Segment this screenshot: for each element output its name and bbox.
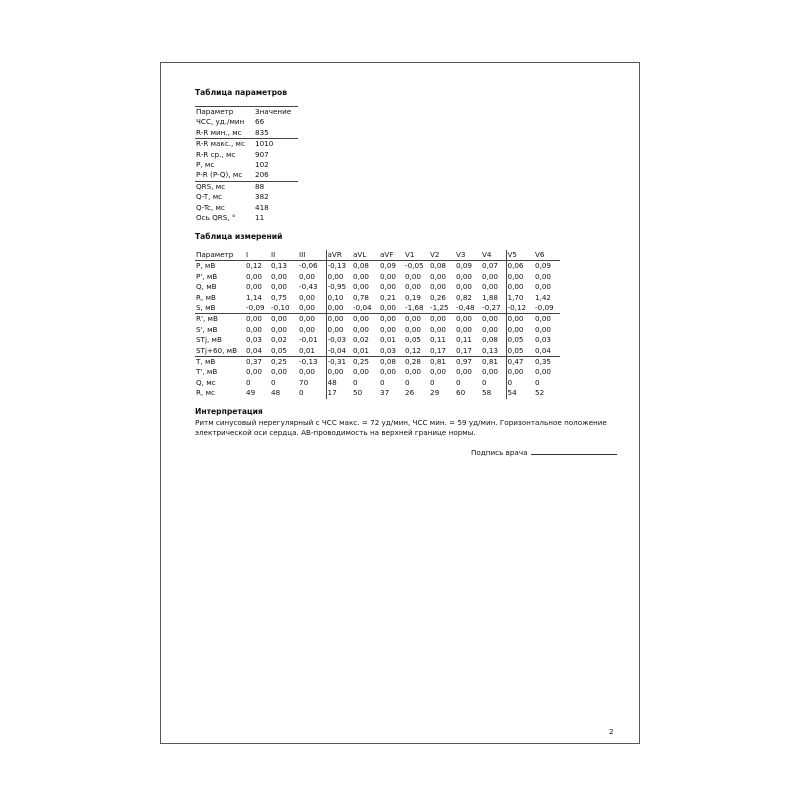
meas-value-cell: -0,10: [270, 303, 298, 314]
interpretation-text: Ритм синусовый нерегулярный с ЧСС макс. = 72 уд/мин, ЧСС мин. = 59 уд/мин. Горизонтальное положение электрической оси сердца. АВ-проводимость на верхней границе нормы.: [195, 418, 607, 438]
meas-header-cell: III: [298, 250, 326, 261]
param-name-cell: Q-Tc, мс: [196, 202, 225, 212]
meas-value-cell: -0,09: [534, 303, 560, 314]
meas-value-cell: 0,11: [456, 335, 473, 345]
meas-value-cell: 0,00: [430, 324, 447, 334]
meas-value-cell: 0,00: [482, 367, 499, 377]
meas-value-cell: 0,00: [456, 324, 473, 334]
meas-value-cell: 0,08: [482, 335, 499, 345]
meas-value-cell: 0,05: [506, 346, 534, 357]
meas-value-cell: 0,00: [405, 314, 422, 324]
meas-value-cell: 0,00: [326, 272, 352, 282]
param-name-cell: QRS, мс: [196, 181, 226, 191]
meas-value-cell: 0,17: [455, 346, 481, 357]
meas-value-cell: 0,02: [271, 335, 288, 345]
params-row: [195, 128, 298, 139]
meas-param-cell: Q, мВ: [196, 282, 217, 292]
meas-value-cell: 0,00: [506, 367, 534, 377]
meas-value-cell: 0,05: [405, 335, 422, 345]
params-row: [195, 203, 298, 213]
meas-value-cell: 0,10: [326, 293, 352, 303]
meas-value-cell: 0,00: [456, 282, 473, 292]
meas-value-cell: 0,00: [482, 314, 499, 324]
meas-value-cell: -0,95: [326, 282, 352, 292]
param-name-cell: ЧСС, уд./мин: [196, 117, 245, 127]
meas-param-cell: STj+60, мВ: [195, 346, 245, 357]
meas-value-cell: 0,00: [380, 324, 397, 334]
meas-row: [195, 367, 560, 377]
meas-value-cell: 0,00: [246, 282, 263, 292]
meas-value-cell: 0,00: [299, 314, 316, 324]
meas-value-cell: 0: [405, 377, 410, 387]
meas-value-cell: 0,00: [380, 271, 397, 281]
meas-value-cell: 0,00: [326, 314, 352, 325]
meas-value-cell: 0,00: [430, 314, 447, 324]
meas-value-cell: 0,00: [456, 367, 473, 377]
param-value-cell: 1010: [255, 139, 274, 149]
meas-value-cell: 0,00: [246, 367, 263, 377]
meas-value-cell: 48: [326, 378, 352, 388]
meas-value-cell: 50: [353, 388, 363, 398]
page-number: 2: [609, 727, 614, 736]
meas-header-cell: aVR: [326, 250, 352, 261]
meas-value-cell: 52: [535, 388, 545, 398]
meas-row: [195, 335, 560, 345]
meas-value-cell: 0,00: [298, 303, 326, 314]
meas-value-cell: 0,01: [352, 346, 379, 357]
meas-value-cell: 0,81: [482, 357, 499, 367]
meas-value-cell: 0,00: [535, 324, 552, 334]
meas-header-cell: I: [245, 250, 270, 261]
meas-value-cell: 0: [535, 377, 540, 387]
meas-value-cell: 0,00: [430, 367, 447, 377]
meas-value-cell: 0,28: [405, 357, 422, 367]
params-table-title: Таблица параметров: [195, 88, 288, 97]
meas-header-cell: V6: [534, 250, 560, 261]
meas-value-cell: -0,43: [299, 282, 318, 292]
meas-param-cell: R, мВ: [196, 292, 216, 302]
meas-value-cell: 0,12: [404, 346, 429, 357]
meas-row: [195, 357, 560, 368]
meas-value-cell: 0,00: [405, 282, 422, 292]
meas-value-cell: 0,00: [271, 324, 288, 334]
meas-value-cell: 0,25: [353, 357, 370, 367]
meas-param-cell: Q, мс: [196, 377, 216, 387]
meas-param-cell: R, мс: [196, 388, 215, 398]
meas-value-cell: 0,00: [299, 324, 316, 334]
meas-value-cell: -0,31: [326, 357, 352, 368]
meas-value-cell: 0,00: [299, 367, 316, 377]
param-name-cell: Ось QRS, °: [196, 213, 236, 223]
signature-line: [531, 447, 617, 455]
meas-value-cell: 1,14: [246, 292, 263, 302]
param-name-cell: Параметр: [195, 107, 254, 118]
param-value-cell: 907: [255, 149, 269, 159]
meas-value-cell: 0,00: [535, 271, 552, 281]
meas-table-title: Таблица измерений: [195, 232, 283, 241]
meas-param-cell: T, мВ: [196, 357, 216, 367]
meas-value-cell: 0,00: [379, 303, 404, 314]
param-value-cell: Значение: [254, 107, 298, 118]
param-name-cell: R-R мин., мс: [195, 128, 254, 139]
meas-value-cell: 0,00: [246, 271, 263, 281]
meas-value-cell: 0,09: [380, 261, 397, 271]
meas-value-cell: 48: [271, 388, 281, 398]
meas-value-cell: 0,00: [380, 282, 397, 292]
meas-value-cell: 0,04: [534, 346, 560, 357]
meas-value-cell: 0,09: [456, 261, 473, 271]
params-row: [195, 181, 298, 192]
meas-value-cell: 0,08: [380, 357, 397, 367]
meas-value-cell: 54: [506, 388, 534, 398]
meas-value-cell: 0,82: [456, 292, 473, 302]
meas-value-cell: 0,00: [506, 282, 534, 292]
meas-value-cell: 0,00: [326, 367, 352, 377]
params-row: [195, 213, 298, 223]
meas-header-row: [195, 250, 560, 261]
meas-value-cell: 0,06: [506, 261, 534, 272]
param-value-cell: 102: [255, 160, 269, 170]
meas-row: [195, 378, 560, 388]
meas-value-cell: 0,21: [380, 292, 397, 302]
param-value-cell: 11: [255, 213, 265, 223]
params-row: [195, 160, 298, 170]
meas-value-cell: 1,88: [482, 292, 499, 302]
meas-value-cell: 0,01: [298, 346, 326, 357]
meas-value-cell: 0,04: [245, 346, 270, 357]
meas-row: [195, 303, 560, 314]
document-page: [160, 62, 640, 744]
measurements-table: [195, 250, 560, 399]
meas-value-cell: -0,06: [299, 261, 318, 271]
meas-value-cell: 0,37: [246, 357, 263, 367]
param-value-cell: 206: [254, 170, 298, 181]
meas-value-cell: 0,00: [535, 314, 552, 324]
param-name-cell: R-R макс., мс: [196, 139, 245, 149]
param-value-cell: 66: [255, 117, 265, 127]
meas-row: [195, 388, 560, 398]
params-row: [195, 139, 298, 150]
params-row: [195, 117, 298, 127]
meas-value-cell: 70: [299, 377, 309, 387]
meas-value-cell: 0,00: [246, 324, 263, 334]
meas-value-cell: 0,00: [482, 324, 499, 334]
meas-value-cell: 37: [380, 388, 390, 398]
meas-value-cell: 0,78: [353, 292, 370, 302]
meas-value-cell: 0,97: [456, 357, 473, 367]
meas-value-cell: 0,00: [405, 367, 422, 377]
meas-value-cell: 0,09: [535, 261, 552, 271]
meas-value-cell: 0,05: [270, 346, 298, 357]
meas-value-cell: 0,47: [506, 357, 534, 368]
meas-value-cell: 0,00: [506, 314, 534, 325]
meas-value-cell: 0,13: [271, 261, 288, 271]
meas-value-cell: 0,05: [506, 335, 534, 345]
params-row: [195, 170, 298, 181]
meas-value-cell: 0,11: [430, 335, 447, 345]
meas-value-cell: 0: [353, 377, 358, 387]
meas-value-cell: 0: [506, 378, 534, 388]
meas-value-cell: -0,48: [455, 303, 481, 314]
meas-header-cell: aVL: [352, 250, 379, 261]
signature-block: [471, 447, 617, 457]
meas-row: [195, 272, 560, 282]
meas-value-cell: 0,13: [481, 346, 506, 357]
meas-value-cell: -1,68: [404, 303, 429, 314]
meas-row: [195, 293, 560, 303]
meas-row: [195, 346, 560, 357]
meas-value-cell: -0,04: [326, 346, 352, 357]
meas-value-cell: 0,12: [246, 261, 263, 271]
meas-value-cell: 0,00: [535, 367, 552, 377]
meas-value-cell: -0,09: [245, 303, 270, 314]
meas-value-cell: 0,07: [482, 261, 499, 271]
meas-value-cell: 0,00: [380, 314, 397, 324]
meas-value-cell: -0,27: [481, 303, 506, 314]
meas-value-cell: 0,00: [456, 314, 473, 324]
meas-param-cell: S', мВ: [196, 324, 218, 334]
meas-value-cell: 0,00: [506, 272, 534, 282]
meas-value-cell: 0,00: [535, 282, 552, 292]
meas-value-cell: 0,00: [299, 271, 316, 281]
meas-value-cell: -0,03: [326, 335, 352, 345]
meas-value-cell: 0,00: [506, 325, 534, 335]
meas-header-cell: Параметр: [195, 250, 245, 261]
meas-value-cell: 0,19: [405, 292, 422, 302]
meas-value-cell: 1,70: [506, 293, 534, 303]
meas-row: [195, 325, 560, 335]
param-value-cell: 382: [255, 192, 269, 202]
param-name-cell: P, мс: [196, 160, 215, 170]
param-name-cell: P-R (P-Q), мс: [195, 170, 254, 181]
param-value-cell: 418: [255, 202, 269, 212]
meas-value-cell: 0,02: [353, 335, 370, 345]
meas-value-cell: 0,00: [482, 271, 499, 281]
meas-header-cell: V4: [481, 250, 506, 261]
meas-value-cell: -0,05: [405, 261, 424, 271]
meas-param-cell: S, мВ: [195, 303, 245, 314]
meas-value-cell: 0: [430, 377, 435, 387]
meas-value-cell: 0: [299, 388, 304, 398]
meas-value-cell: 26: [405, 388, 415, 398]
meas-row: [195, 314, 560, 325]
meas-row: [195, 282, 560, 292]
param-name-cell: Q-T, мс: [196, 192, 223, 202]
meas-value-cell: 0,00: [405, 271, 422, 281]
meas-value-cell: 0: [482, 377, 487, 387]
meas-param-cell: T', мВ: [196, 367, 218, 377]
meas-value-cell: 0,00: [326, 303, 352, 314]
interpretation-title: Интерпретация: [195, 407, 263, 416]
meas-value-cell: 0,00: [405, 324, 422, 334]
meas-value-cell: 29: [430, 388, 440, 398]
meas-value-cell: 0,00: [246, 314, 263, 324]
meas-header-cell: V3: [455, 250, 481, 261]
meas-value-cell: -0,12: [506, 303, 534, 314]
meas-value-cell: 0,08: [353, 261, 370, 271]
meas-value-cell: 0,25: [271, 357, 288, 367]
param-value-cell: 835: [254, 128, 298, 139]
meas-param-cell: R', мВ: [196, 314, 218, 324]
meas-value-cell: 0,00: [430, 271, 447, 281]
meas-header-cell: V5: [506, 250, 534, 261]
meas-value-cell: 0,03: [379, 346, 404, 357]
meas-value-cell: 1,42: [535, 292, 552, 302]
meas-value-cell: 0,00: [353, 314, 370, 324]
meas-row: [195, 261, 560, 272]
meas-value-cell: 0,75: [271, 292, 288, 302]
meas-param-cell: STj, мВ: [196, 335, 222, 345]
meas-value-cell: 0,00: [430, 282, 447, 292]
meas-value-cell: -0,13: [299, 357, 318, 367]
meas-header-cell: aVF: [379, 250, 404, 261]
meas-value-cell: 0,00: [326, 325, 352, 335]
meas-value-cell: 0,08: [430, 261, 447, 271]
meas-value-cell: 0: [456, 377, 461, 387]
params-row: [195, 192, 298, 202]
meas-value-cell: 49: [246, 388, 256, 398]
meas-value-cell: 0,00: [299, 292, 316, 302]
meas-value-cell: 0,03: [535, 335, 552, 345]
params-table: [195, 106, 298, 223]
meas-value-cell: 0,00: [456, 271, 473, 281]
meas-value-cell: 0,00: [271, 271, 288, 281]
meas-value-cell: 58: [482, 388, 492, 398]
meas-value-cell: -1,25: [429, 303, 455, 314]
meas-value-cell: 0,00: [353, 282, 370, 292]
meas-value-cell: 0,03: [246, 335, 263, 345]
meas-value-cell: 60: [456, 388, 466, 398]
meas-value-cell: -0,01: [299, 335, 318, 345]
param-name-cell: R-R ср., мс: [196, 149, 236, 159]
meas-header-cell: V2: [429, 250, 455, 261]
meas-value-cell: 0,00: [353, 367, 370, 377]
meas-param-cell: P', мВ: [196, 271, 218, 281]
meas-value-cell: 0,00: [271, 314, 288, 324]
params-row: [195, 150, 298, 160]
meas-value-cell: 0: [271, 377, 276, 387]
meas-value-cell: 0,00: [353, 271, 370, 281]
meas-value-cell: 0: [380, 377, 385, 387]
params-row: [195, 107, 298, 118]
meas-value-cell: 0,00: [380, 367, 397, 377]
meas-value-cell: 17: [326, 388, 352, 398]
meas-value-cell: 0: [246, 377, 251, 387]
meas-value-cell: 0,01: [380, 335, 397, 345]
meas-value-cell: 0,00: [482, 282, 499, 292]
meas-value-cell: -0,13: [326, 261, 352, 272]
param-value-cell: 88: [255, 181, 265, 191]
meas-value-cell: 0,00: [353, 324, 370, 334]
meas-param-cell: P, мВ: [196, 261, 216, 271]
meas-header-cell: II: [270, 250, 298, 261]
meas-value-cell: 0,17: [429, 346, 455, 357]
meas-value-cell: 0,35: [535, 357, 552, 367]
meas-value-cell: 0,26: [430, 292, 447, 302]
meas-value-cell: 0,00: [271, 367, 288, 377]
meas-header-cell: V1: [404, 250, 429, 261]
meas-value-cell: 0,00: [271, 282, 288, 292]
meas-value-cell: -0,04: [352, 303, 379, 314]
meas-value-cell: 0,81: [430, 357, 447, 367]
signature-label: Подпись врача: [471, 448, 528, 457]
